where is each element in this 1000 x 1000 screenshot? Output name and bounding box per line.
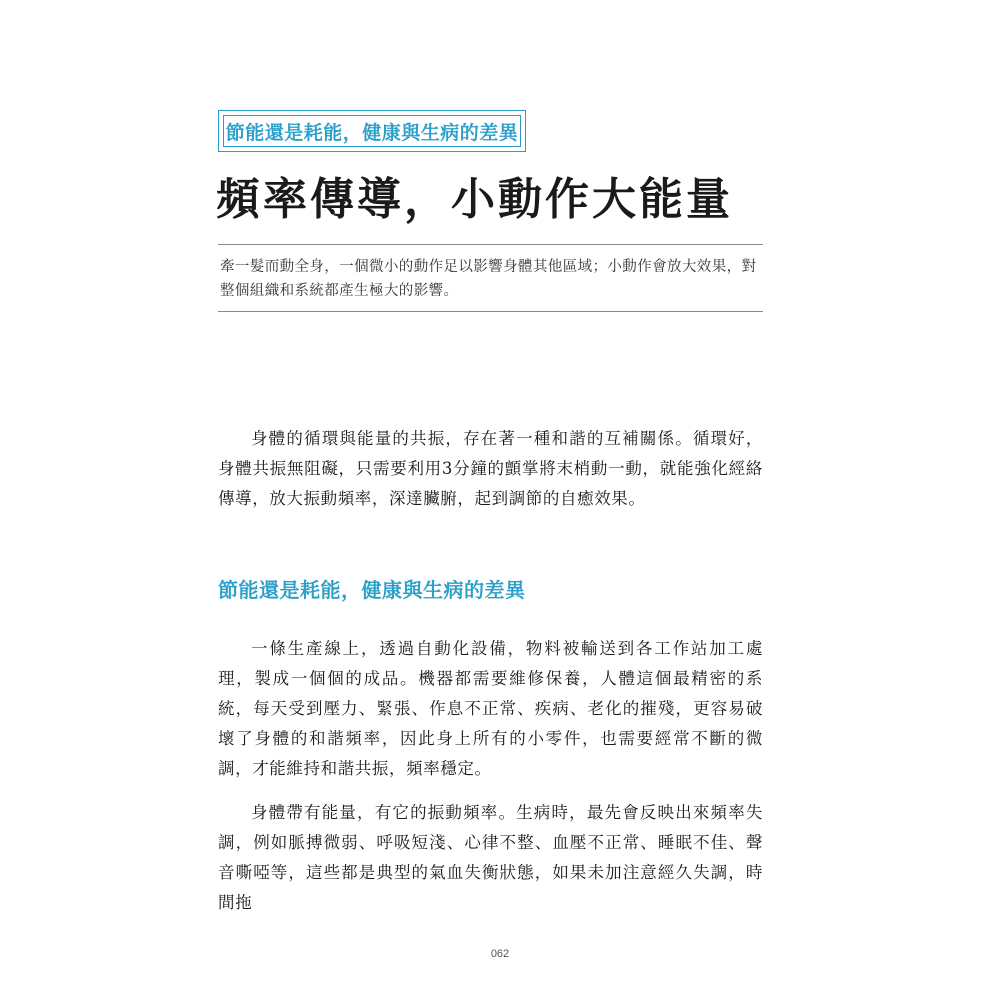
intro-paragraph: 身體的循環與能量的共振，存在著一種和諧的互補關係。循環好，身體共振無阻礙，只需要利用3分鐘的顫掌將末梢動一動，就能強化經絡傳導，放大振動頻率，深達臟腑，起到調節的自癒效果。 xyxy=(218,429,763,508)
page-title: 頻率傳導，小動作大能量 xyxy=(216,174,733,225)
summary-box xyxy=(218,244,763,312)
section-heading: 節能還是耗能，健康與生病的差異 xyxy=(218,578,526,602)
summary-text: 牽一髮而動全身，一個微小的動作足以影響身體其他區域；小動作會放大效果，對整個組織和系統都產生極大的影響。 xyxy=(220,259,757,299)
kicker-box xyxy=(218,110,526,152)
intro-section xyxy=(218,424,763,514)
body-paragraph-1: 一條生產線上，透過自動化設備，物料被輸送到各工作站加工處理，製成一個個的成品。機器都需要維修保養，人體這個最精密的系統，每天受到壓力、緊張、作息不正常、疾病、老化的摧殘，更容易破壞了身體的和諧頻率，因此身上所有的小零件，也需要經常不斷的微調，才能維持和諧共振，頻率穩定。 xyxy=(218,639,763,778)
page-number: 062 xyxy=(490,948,510,960)
section-body xyxy=(218,634,763,918)
kicker-text: 節能還是耗能，健康與生病的差異 xyxy=(225,121,519,144)
body-paragraph-2: 身體帶有能量，有它的振動頻率。生病時，最先會反映出來頻率失調，例如脈搏微弱、呼吸短淺、心律不整、血壓不正常、睡眠不佳、聲音嘶啞等，這些都是典型的氣血失衡狀態，如果未加注意經久失調，時間拖 xyxy=(218,803,763,912)
